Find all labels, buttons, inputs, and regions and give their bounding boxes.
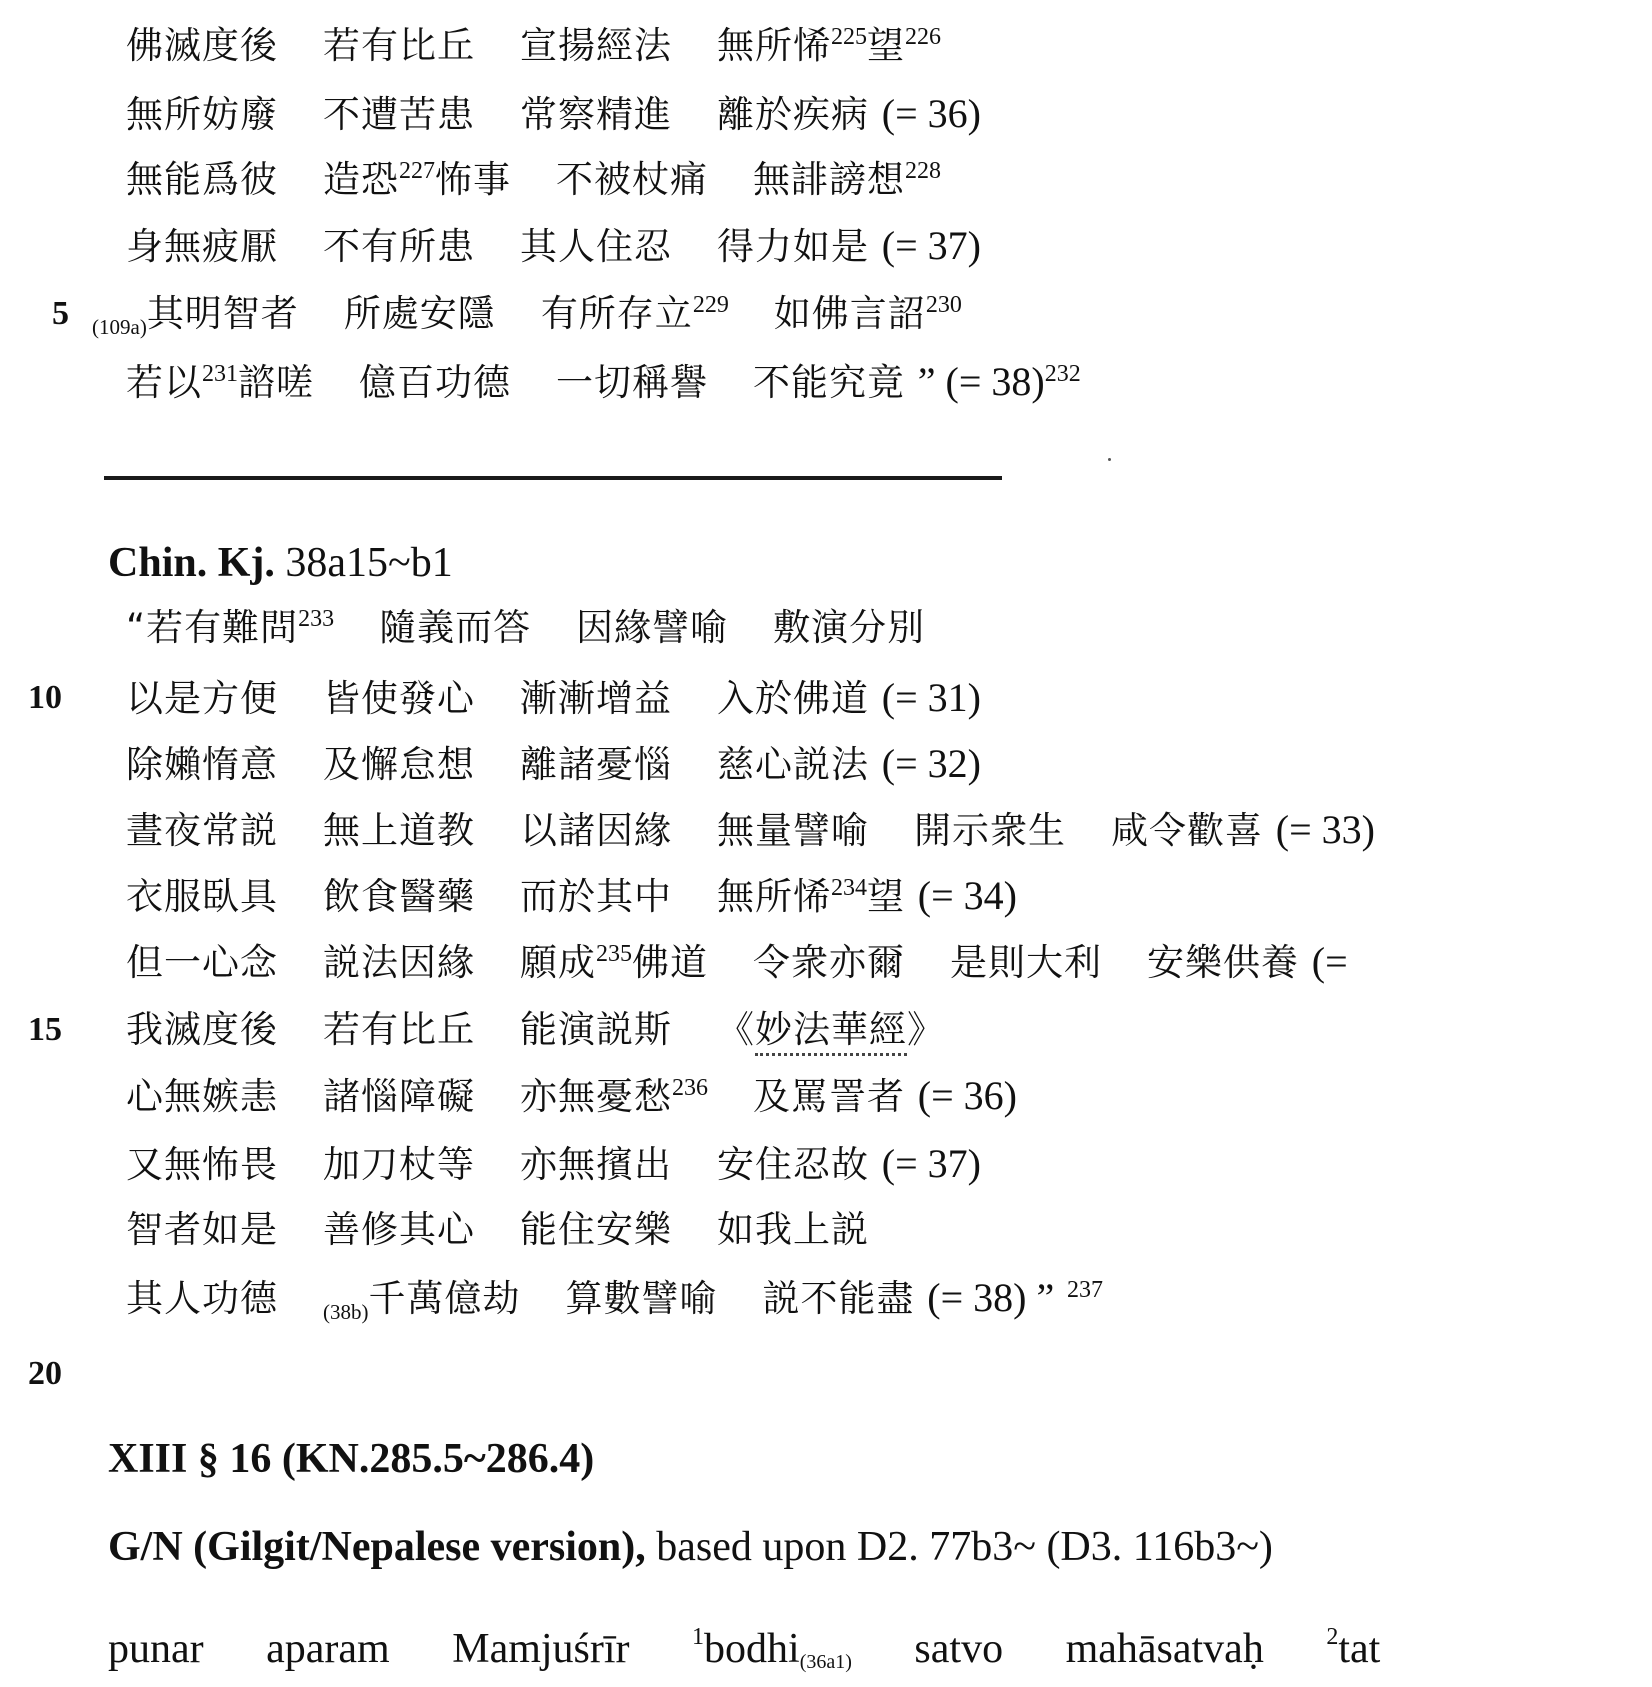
verse-text (126, 806, 1375, 855)
phrase (1111, 806, 1375, 855)
verse-text (126, 22, 941, 70)
phrase-part: 安樂供養 (1147, 941, 1299, 984)
phrase: 智者如是 (126, 1208, 278, 1251)
verse-number-tag: (= 37) (881, 1141, 981, 1186)
gn-heading-label: G/N (Gilgit/Nepalese version), (108, 1524, 646, 1570)
phrase (753, 358, 1081, 407)
phrase: 一切稱譽 (556, 361, 708, 404)
line-number: 10 (28, 679, 62, 716)
phrase-part: 無所悕 (717, 875, 831, 918)
verse-number-tag: (= 37) (881, 223, 981, 268)
phrase: 及懈怠想 (323, 743, 475, 786)
section-heading (108, 1434, 594, 1484)
phrase-part: 不能究竟 (753, 361, 905, 404)
phrase: 不有所患 (323, 225, 475, 268)
phrase: 又無怖畏 (126, 1143, 278, 1186)
phrase-part: 千萬億劫 (368, 1277, 521, 1320)
phrase-part: 無誹謗想 (753, 158, 905, 201)
phrase: 能演説斯 (520, 1008, 672, 1051)
phrase (717, 90, 981, 139)
phrase: 皆使發心 (323, 677, 475, 720)
verse-number-tag: (= 36) (881, 91, 981, 136)
verse-text (126, 604, 925, 652)
line-number: 15 (28, 1011, 62, 1048)
footnote-ref: 235 (596, 941, 632, 967)
phrase: 敷演分別 (773, 606, 926, 649)
phrase: 隨義而答 (379, 606, 532, 649)
phrase: 以諸因緣 (520, 809, 672, 852)
phrase-part: 諮嗟 (238, 361, 314, 404)
phrase: 算數譬喻 (565, 1277, 718, 1320)
verse-text (126, 674, 981, 723)
phrase: 其人住忍 (520, 225, 672, 268)
phrase: 説法因緣 (323, 941, 475, 984)
kj-heading (108, 538, 453, 588)
phrase: 其人功德 (126, 1277, 278, 1320)
phrase-part: 説不能盡 (762, 1277, 915, 1320)
phrase: 所處安隱 (343, 292, 496, 335)
kj-heading-label: Chin. Kj. (108, 540, 275, 586)
verse-text (92, 290, 962, 351)
phrase (126, 604, 334, 652)
phrase (92, 290, 299, 351)
footnote-ref: 226 (905, 24, 941, 50)
phrase (717, 740, 981, 789)
phrase: 因緣譬喻 (576, 606, 729, 649)
phrase (763, 1274, 1103, 1323)
verse-number-tag: (= 36) (917, 1073, 1017, 1118)
verse-number-tag: (= 31) (881, 675, 981, 720)
note-number: 2 (1326, 1624, 1339, 1650)
phrase (541, 290, 729, 338)
phrase-part: 其明智者 (146, 292, 299, 335)
phrase: 是則大利 (950, 941, 1102, 984)
stray-mark (1108, 458, 1111, 461)
phrase-part: 願成 (520, 941, 596, 984)
verse-text (126, 1006, 945, 1054)
sanskrit-line (108, 1612, 1652, 1687)
sanskrit-word: bodhi (704, 1626, 800, 1672)
phrase-part: 及罵詈者 (753, 1075, 905, 1118)
phrase: 晝夜常説 (126, 809, 278, 852)
phrase: 若有比丘 (323, 24, 475, 67)
phrase (717, 222, 981, 271)
verse-number-tag: (= (1311, 939, 1348, 984)
verse-number-tag: ” (= 38) (917, 359, 1045, 404)
footnote-ref: 229 (692, 292, 729, 318)
verse-number-tag: (= 32) (881, 741, 981, 786)
footnote-ref: 237 (1066, 1277, 1103, 1303)
verse-text (126, 1274, 1103, 1336)
phrase: 以是方便 (126, 677, 278, 720)
line-number: 5 (52, 295, 69, 332)
phrase: 無上道教 (323, 809, 475, 852)
verse-text (126, 872, 1017, 921)
phrase-part: 得力如是 (717, 225, 869, 268)
phrase (717, 1140, 981, 1189)
phrase: 不遭苦患 (323, 93, 475, 136)
sanskrit-word: aparam (266, 1626, 390, 1672)
phrase-part: 安住忍故 (717, 1143, 869, 1186)
phrase: 開示衆生 (914, 809, 1066, 852)
phrase: 佛滅度後 (126, 24, 278, 67)
verse-text (126, 358, 1081, 407)
phrase (717, 1006, 945, 1054)
phrase (1147, 938, 1348, 987)
line-number: 20 (28, 1355, 62, 1392)
phrase (126, 359, 314, 407)
phrase: 諸惱障礙 (323, 1075, 475, 1118)
note-number: 1 (692, 1624, 705, 1650)
verse-text (126, 90, 981, 139)
phrase (774, 290, 962, 338)
sanskrit-word: tat (1338, 1626, 1381, 1672)
verse-text (126, 156, 941, 204)
page-marker: (38b) (323, 1300, 369, 1324)
footnote-ref: 231 (202, 361, 238, 387)
phrase: 常察精進 (520, 93, 672, 136)
sanskrit-word: Mamjuśrīr (452, 1626, 630, 1672)
verse-text (126, 1206, 869, 1254)
gn-heading-source: based upon D2. 77b3~ (D3. 116b3~) (656, 1524, 1273, 1570)
phrase-part: 《 (717, 1008, 755, 1051)
footnote-ref: 225 (831, 24, 867, 50)
phrase (717, 22, 941, 70)
phrase (717, 674, 981, 723)
phrase-part: 慈心説法 (717, 743, 869, 786)
verse-text (126, 1140, 981, 1189)
phrase: 無量譬喻 (717, 809, 869, 852)
sutra-title: 妙法華經 (755, 1008, 907, 1056)
verse-text (126, 1072, 1017, 1121)
phrase: 若有比丘 (323, 1008, 475, 1051)
phrase-part: 有所存立 (540, 292, 693, 335)
phrase-part: 入於佛道 (717, 677, 869, 720)
phrase: 令衆亦爾 (753, 941, 905, 984)
folio-marker: (36a1) (799, 1651, 852, 1673)
phrase-part: 若以 (126, 361, 202, 404)
sanskrit-word: mahāsatvaḥ (1065, 1626, 1264, 1672)
footnote-ref: 227 (399, 158, 435, 184)
phrase: 而於其中 (520, 875, 672, 918)
phrase: 宣揚經法 (520, 24, 672, 67)
section-heading-text: XIII § 16 (KN.285.5~286.4) (108, 1436, 595, 1482)
verse-text (126, 222, 981, 271)
phrase: 心無嫉恚 (126, 1075, 278, 1118)
phrase-part: 無所悕 (717, 24, 831, 67)
phrase: 無所妨廢 (126, 93, 278, 136)
phrase: 不被杖痛 (556, 158, 708, 201)
phrase: 除嬾惰意 (126, 743, 278, 786)
phrase-part: 望 (867, 875, 905, 918)
phrase (323, 1275, 521, 1336)
phrase-part: 造恐 (323, 158, 399, 201)
phrase: 但一心念 (126, 941, 278, 984)
phrase (753, 156, 941, 204)
gn-heading (108, 1522, 1273, 1572)
footnote-ref: 233 (298, 606, 335, 632)
phrase: 無能爲彼 (126, 158, 278, 201)
footnote-ref: 230 (925, 292, 962, 318)
phrase (520, 939, 708, 987)
phrase-part: 咸令歡喜 (1111, 809, 1263, 852)
phrase (323, 156, 511, 204)
phrase: 漸漸增益 (520, 677, 672, 720)
phrase: 善修其心 (323, 1208, 475, 1251)
footnote-ref: 236 (672, 1075, 708, 1101)
kj-heading-ref: 38a15~b1 (285, 540, 453, 586)
verse-number-tag: (= 34) (917, 873, 1017, 918)
phrase: 億百功德 (359, 361, 511, 404)
phrase-part: 望 (867, 24, 905, 67)
verse-number-tag: (= 38) ” (927, 1275, 1055, 1320)
phrase (717, 872, 1017, 921)
verse-text (126, 740, 981, 789)
phrase: 亦無擯出 (520, 1143, 672, 1186)
verse-text (126, 938, 1348, 987)
phrase-part: “若有難問 (126, 606, 299, 649)
phrase: 如我上説 (717, 1208, 869, 1251)
sanskrit-word: punar (108, 1626, 204, 1672)
page-marker: (109a) (92, 315, 147, 339)
phrase-part: 離於疾病 (717, 93, 869, 136)
phrase-part: 》 (907, 1008, 945, 1051)
phrase: 離諸憂惱 (520, 743, 672, 786)
phrase-part: 如佛言詔 (773, 292, 926, 335)
phrase: 飲食醫藥 (323, 875, 475, 918)
sanskrit-word: satvo (914, 1626, 1004, 1672)
phrase (520, 1073, 708, 1121)
phrase: 能住安樂 (520, 1208, 672, 1251)
phrase (753, 1072, 1017, 1121)
footnote-ref: 234 (831, 875, 867, 901)
phrase: 衣服臥具 (126, 875, 278, 918)
phrase-part: 亦無憂愁 (520, 1075, 672, 1118)
phrase: 我滅度後 (126, 1008, 278, 1051)
phrase: 加刀杖等 (323, 1143, 475, 1186)
verse-number-tag: (= 33) (1275, 807, 1375, 852)
footnote-ref: 232 (1044, 361, 1081, 387)
phrase-part: 怖事 (435, 158, 511, 201)
footnote-ref: 228 (905, 158, 941, 184)
phrase: 身無疲厭 (126, 225, 278, 268)
phrase-part: 佛道 (632, 941, 708, 984)
section-divider (104, 476, 1002, 480)
